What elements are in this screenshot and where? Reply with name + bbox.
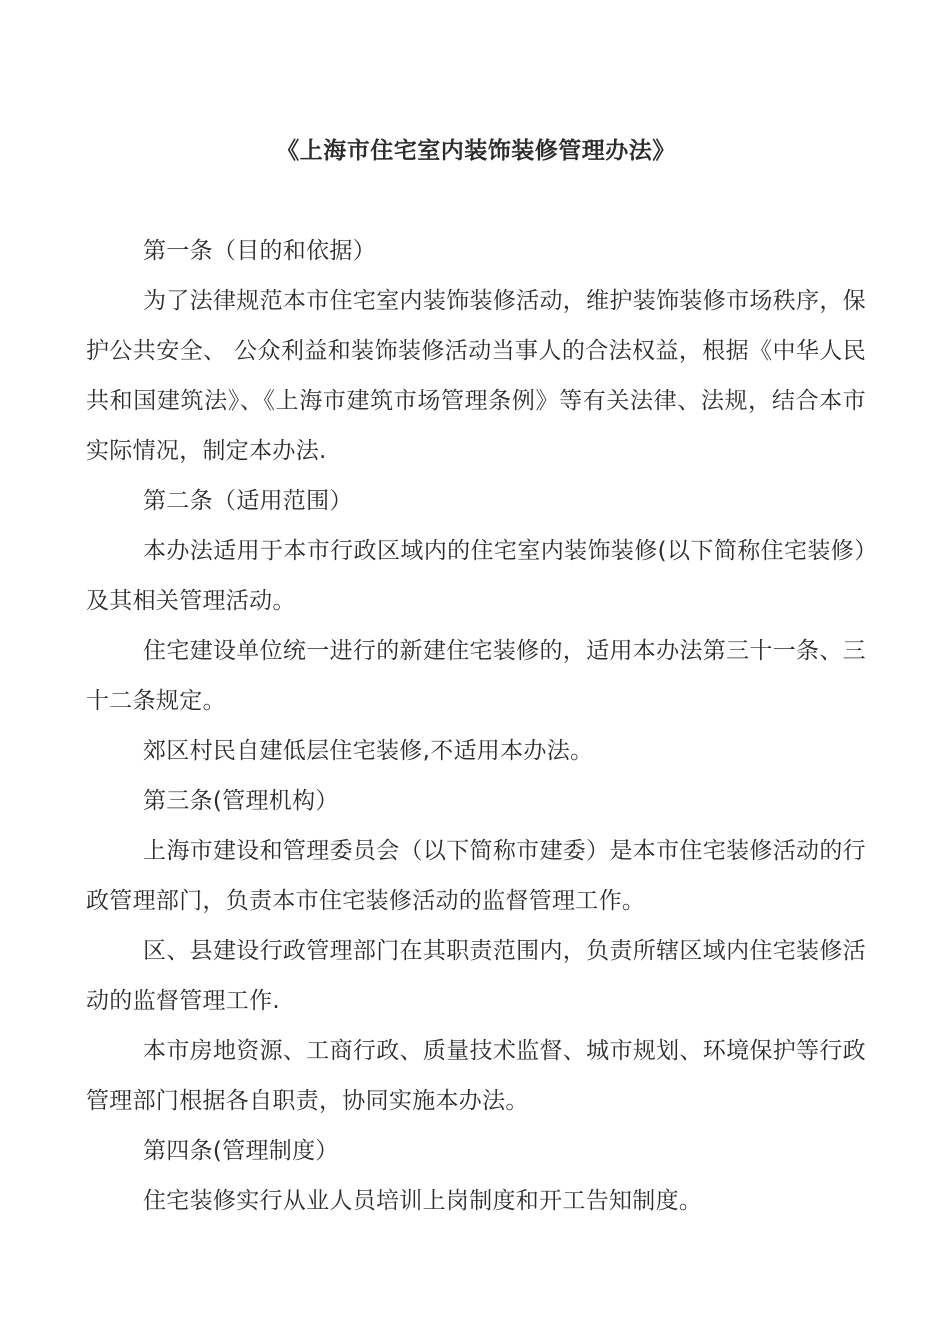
article-paragraph: 上海市建设和管理委员会（以下简称市建委）是本市住宅装修活动的行政管理部门，负责本市住宅装修活动的监督管理工作。 (86, 838, 866, 914)
document-page (86, 126, 866, 1226)
document-body (86, 226, 866, 1226)
article-paragraph: 住宅装修实行从业人员培训上岗制度和开工告知制度。 (143, 1188, 703, 1214)
article-paragraph: 住宅建设单位统一进行的新建住宅装修的，适用本办法第三十一条、三十二条规定。 (86, 638, 866, 714)
document-title: 《上海市住宅室内装饰装修管理办法》 (276, 138, 676, 164)
article-paragraph: 本办法适用于本市行政区域内的住宅室内装饰装修(以下简称住宅装修）及其相关管理活动。 (86, 538, 866, 614)
article-heading-3: 第三条(管理机构） (143, 788, 339, 814)
article-paragraph: 为了法律规范本市住宅室内装饰装修活动，维护装饰装修市场秩序，保护公共安全、 公众利益和装饰装修活动当事人的合法权益，根据《中华人民共和国建筑法》、《上海市建筑市场管理条例》等有关法律、法规，结合本市实际情况，制定本办法. (86, 288, 866, 464)
article-paragraph: 本市房地资源、工商行政、质量技术监督、城市规划、环境保护等行政管理部门根据各自职责，协同实施本办法。 (86, 1038, 866, 1114)
article-heading-4: 第四条(管理制度） (143, 1138, 339, 1164)
article-heading-1: 第一条（目的和依据） (143, 238, 376, 264)
article-paragraph: 区、县建设行政管理部门在其职责范围内，负责所辖区域内住宅装修活动的监督管理工作. (86, 938, 866, 1014)
article-heading-2: 第二条（适用范围） (143, 488, 353, 514)
article-paragraph: 郊区村民自建低层住宅装修,不适用本办法。 (143, 738, 594, 764)
